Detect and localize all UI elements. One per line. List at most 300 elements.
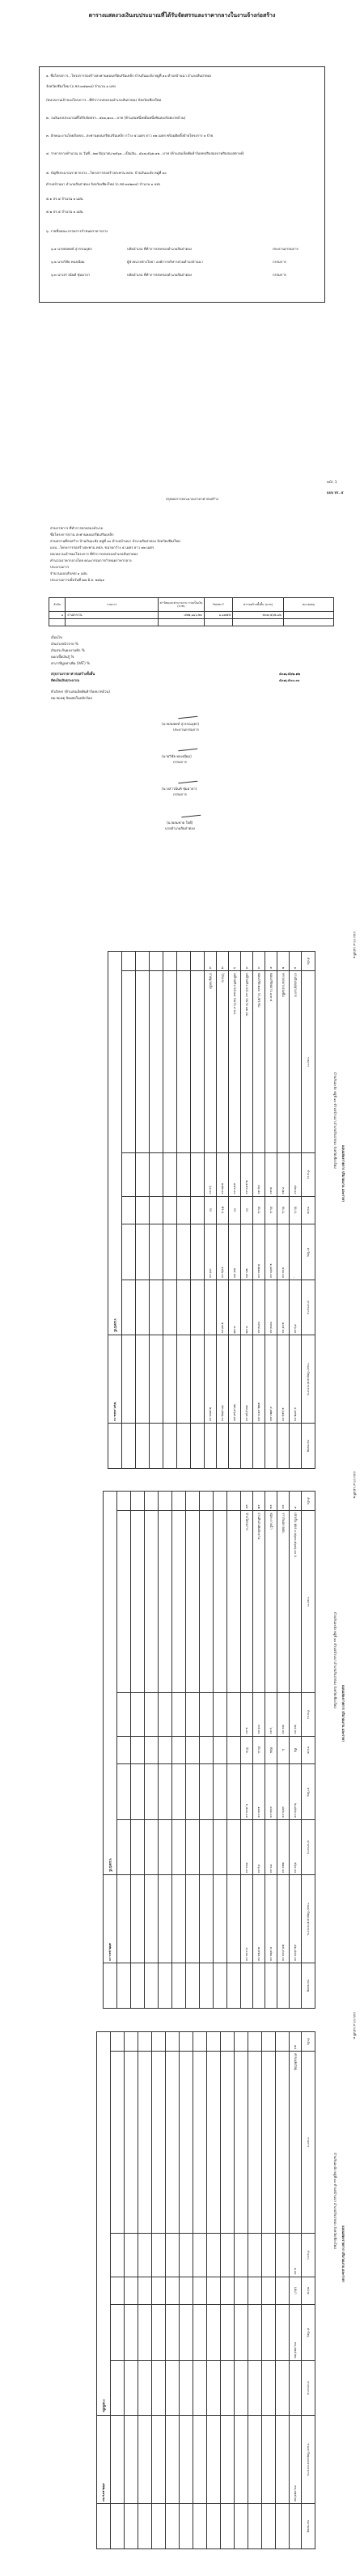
table-cell [248, 2233, 262, 2277]
approver-name: (นายสมชาย ใจดี) [167, 821, 193, 825]
table-cell: เหล็กเสริม SR-๒๔ ขนาด ๙ มม. [229, 971, 241, 1153]
column-header: ค่าวัสดุ [302, 2305, 315, 2361]
empty-row [131, 1492, 145, 2009]
table-cell: ๑๓ [241, 1492, 253, 1511]
table-cell [138, 2032, 152, 2052]
table-cell [136, 1335, 150, 1424]
empty-row [191, 952, 205, 1469]
table-cell [152, 2504, 166, 2549]
table-cell [145, 1492, 159, 1511]
table-cell [152, 2277, 166, 2305]
table-cell [248, 2504, 262, 2549]
table-cell [145, 1819, 159, 1875]
table-cell [186, 1736, 200, 1764]
table-cell [221, 2052, 235, 2234]
table-cell [145, 1764, 159, 1820]
table-cell [221, 2032, 235, 2052]
table-cell: ๕๖๐.๐๐ [290, 1819, 302, 1875]
column-header: ค่าวัสดุ [302, 1764, 315, 1820]
quantity-table [96, 2031, 315, 2549]
table-cell [131, 1492, 145, 1511]
table-cell [276, 2305, 290, 2361]
table-cell [125, 2233, 138, 2277]
table-cell [66, 619, 159, 626]
table-cell [131, 1963, 145, 2009]
empty-row [152, 2032, 166, 2549]
table-cell [122, 952, 136, 971]
committee-role: ผู้ช่วยนายช่างโยธา องค์การบริหารส่วนตำบลบ้านนา [127, 260, 203, 264]
table-row [49, 619, 334, 626]
column-header: Factor F [204, 598, 233, 612]
signature-line [178, 776, 198, 783]
table-cell [283, 612, 333, 619]
table-cell [159, 1819, 172, 1875]
table-cell [191, 1224, 205, 1280]
table-cell [125, 2416, 138, 2504]
table-cell [159, 1492, 172, 1511]
table-cell [276, 2032, 290, 2052]
table-cell [150, 971, 163, 1153]
subtotal-label: รวมหน้านี้ [104, 1492, 117, 1875]
table-cell [290, 2504, 302, 2549]
table-cell [117, 1875, 131, 1963]
table-cell [262, 2360, 276, 2416]
table-cell [111, 2052, 125, 2234]
table-cell [131, 1819, 145, 1875]
table-cell [166, 2360, 180, 2416]
table-cell: ๒.๑๐ [265, 1152, 277, 1196]
table-cell [150, 1152, 163, 1196]
empty-row [248, 2032, 262, 2549]
table-cell [177, 1152, 191, 1196]
table-cell [166, 2504, 180, 2549]
committee-position: ประธานกรรมการ [273, 247, 298, 251]
table-cell [227, 1764, 241, 1820]
table-cell [276, 2504, 290, 2549]
table-cell: ๓.๒๐ [277, 1152, 290, 1196]
committee-name: ๖.๓ นางสาวนันท์ ชุ่มมาลา [51, 273, 91, 277]
table-cell [177, 1196, 191, 1224]
table-cell [166, 2305, 180, 2361]
table-cell: ค่าขนส่งวัสดุ [290, 2052, 302, 2234]
table-cell: ๑๑ [265, 1492, 277, 1511]
table-cell [152, 2360, 166, 2416]
table-cell [186, 1875, 200, 1963]
table-cell: เหล็กเสริม SD-๔๐ ขนาด ๑๒ มม. [241, 971, 253, 1153]
summary-item: ๔. ราคากลางคำนวณ ณ วันที่...๒๗ มิถุนายน ๒๕๖๑...เป็นเงิน...๕๐๗,๕๖๒.๑๒...บาท (ห้าแสนเจ็ดพันห้าร้อยหกสิบสองบาทสิบสองสตางค์) [46, 151, 244, 155]
table-cell [117, 1736, 131, 1764]
table-cell [200, 1511, 214, 1693]
table-cell [180, 2233, 193, 2277]
table-cell [166, 2052, 180, 2234]
subtotal-label: รวมทั้งสิ้น [97, 2032, 111, 2416]
form-title: แบบแสดงรายการ ปริมาณงาน และราคา [341, 1145, 345, 1203]
table-cell: ๑๘๖.๐๐ [217, 1224, 229, 1280]
empty-row [177, 952, 191, 1469]
summary-item: ๖. รายชื่อคณะกรรมการกำหนดราคากลาง [46, 229, 108, 233]
table-cell: ๘๕๐.๐๐ [277, 1764, 290, 1820]
table-cell: ๑,๖๑๖.๐๐ [277, 1335, 290, 1424]
empty-row [214, 1492, 227, 2009]
form-title: แบบแสดงรายการ ปริมาณงาน และราคา [341, 1685, 345, 1742]
table-cell: ๒๔.๕๐ [229, 1224, 241, 1280]
table-cell [117, 1692, 131, 1736]
empty-row [262, 2032, 276, 2549]
table-cell: กก. [229, 1196, 241, 1224]
table-cell: เหมา [290, 2277, 302, 2305]
table-cell [200, 1819, 214, 1875]
table-cell [117, 1511, 131, 1693]
table-cell: คอนกรีต ๒๔๐ กก./ตร.ซม. [253, 971, 265, 1153]
table-cell: ๑๒๒,๐๕๔.๔๐ [253, 1335, 265, 1424]
table-cell [125, 2504, 138, 2549]
table-cell [111, 2233, 125, 2277]
table-row [49, 612, 334, 619]
column-header: รายการ [302, 1511, 315, 1693]
table-cell [207, 2277, 221, 2305]
column-header: ค่าแรงงาน [302, 1280, 315, 1335]
table-cell [177, 1335, 191, 1424]
table-cell [152, 2052, 166, 2234]
table-cell [205, 1424, 217, 1469]
table-cell [138, 2233, 152, 2277]
table-cell [122, 1424, 136, 1469]
table-cell: ๒ [277, 952, 290, 971]
table-cell: กก. [241, 1196, 253, 1224]
column-header: หน่วย [302, 2277, 315, 2305]
meta-line: จำนวนแบบสังเขป ๑ แผ่น [50, 571, 87, 575]
table-cell [136, 1224, 150, 1280]
table-row [265, 952, 277, 1469]
table-cell: ๓๙๘.๐๐ [253, 1280, 265, 1335]
meta-line: แบบ...โครงการก่อสร้างสะพาน คสล. ขนาดกว้าง ๕ เมตร ยาว ๑๒ เมตร [50, 545, 154, 550]
table-cell [235, 2277, 248, 2305]
total-label: คิดเป็นเงินประมาณ [51, 678, 79, 682]
signer-role: กรรมการ [173, 792, 187, 796]
table-cell: ๓๐,๐๒๕.๒๐ [290, 2305, 302, 2361]
summary-item: ตำบลบ้านนา อำเภอสันป่าตอง จังหวัดเชียงใหม่ (ถ.ชส.๓๘๒๓๔) จำนวน ๑ แห่ง [46, 182, 161, 186]
approver-role: นายอำเภอสันป่าตอง [165, 826, 195, 830]
column-header: รวมค่าวัสดุและค่าแรงงาน [302, 1335, 315, 1424]
table-cell [262, 2504, 276, 2549]
table-cell: ๕๓,๓๒๖.๐๐ [217, 1335, 229, 1424]
page-label: แบบ ปร.๔ แผ่นที่ ๑ [353, 932, 357, 959]
table-cell [136, 971, 150, 1153]
table-cell [180, 2052, 193, 2234]
table-row [217, 952, 229, 1469]
table-cell: - [290, 2360, 302, 2416]
column-header: ลำดับ [302, 1492, 315, 1511]
table-cell [235, 2305, 248, 2361]
table-cell [235, 2504, 248, 2549]
subtotal-row [104, 1492, 117, 2009]
table-cell [283, 619, 333, 626]
table-cell: ม. [277, 1736, 290, 1764]
table-cell [262, 2032, 276, 2052]
table-cell [125, 2032, 138, 2052]
table-cell [108, 1424, 122, 1469]
table-cell [221, 2360, 235, 2416]
total-label: สรุปรวมราคาค่าก่อสร้างทั้งสิ้น [51, 672, 95, 676]
page-label: แบบ ปร.๔ แผ่นที่ ๓ [353, 2012, 357, 2039]
table-cell: ๑๒ [253, 1492, 265, 1511]
table-cell [131, 1736, 145, 1764]
table-cell [253, 1424, 265, 1469]
note-line: เงินประกันผลงานหัก % [51, 648, 85, 652]
table-cell [159, 619, 205, 626]
table-cell: คอนกรีตหยาบ ๑:๓:๕ [265, 971, 277, 1153]
table-cell [172, 1819, 186, 1875]
table-cell [214, 1875, 227, 1963]
table-cell [265, 1424, 277, 1469]
table-cell: ๑.๐๐ [241, 1692, 253, 1736]
table-cell [166, 2032, 180, 2052]
column-header: ค่าก่อสร้างทั้งสิ้น (บาท) [233, 598, 283, 612]
column-header: รายการ [66, 598, 159, 612]
table-cell [125, 2277, 138, 2305]
table-cell: ลบ.ม. [277, 1196, 290, 1224]
table-cell: งานดินขุดฐานราก [290, 971, 302, 1153]
table-cell [227, 1511, 241, 1693]
table-cell [138, 2052, 152, 2234]
signer-role: กรรมการ [173, 760, 187, 764]
table-cell [145, 1875, 159, 1963]
quantity-table [108, 951, 315, 1469]
table-cell [159, 1764, 172, 1820]
total-value: ๕๐๗,๕๖๒.๑๒ [279, 672, 301, 676]
table-cell [163, 971, 177, 1153]
table-cell [221, 2416, 235, 2504]
table-cell [276, 2052, 290, 2234]
table-cell [186, 1492, 200, 1511]
table-cell [262, 2277, 276, 2305]
table-cell: ต้น [290, 1736, 302, 1764]
table-cell [193, 2277, 207, 2305]
table-cell [150, 1424, 163, 1469]
table-cell [290, 1424, 302, 1469]
table-cell [117, 1764, 131, 1820]
empty-row [172, 1492, 186, 2009]
empty-row [207, 2032, 221, 2549]
table-cell [214, 1692, 227, 1736]
table-cell: ๕๗,๖๖๓.๐๐ [241, 1335, 253, 1424]
column-header: ลำดับ [302, 952, 315, 971]
table-cell: เสาเข็ม คอร.๐.๒๖x๐.๒๖x๖.๐๐ ม. [290, 1511, 302, 1693]
note-line: ค่าภาษีมูลค่าเพิ่ม (VAT) % [51, 661, 91, 665]
table-cell: ราวกันตก คสล. [277, 1511, 290, 1693]
table-cell [150, 1335, 163, 1424]
meta-line: คำนวณราคากลางโดย คณะกรรมการกำหนดราคากลาง [50, 558, 132, 562]
table-cell [145, 1963, 159, 2009]
table-cell: ๓๙๘.๐๐ [265, 1280, 277, 1335]
column-header: หน่วย [302, 1736, 315, 1764]
signer-name: (นายวิชัย ทองเนียม) [162, 754, 192, 758]
column-header: ค่าวัสดุและค่าแรงงาน รวมเป็นเงิน (บาท) [159, 598, 205, 612]
form-title: สรุปผลการประมาณราคาค่าก่อสร้าง [166, 497, 218, 501]
table-cell [117, 1492, 131, 1511]
table-cell [177, 1424, 191, 1469]
table-cell [122, 1196, 136, 1224]
table-cell [265, 1963, 277, 2009]
table-cell [248, 2032, 262, 2052]
column-header: จำนวน [302, 2233, 315, 2277]
table-cell [233, 619, 283, 626]
table-cell [138, 2277, 152, 2305]
table-cell [229, 1424, 241, 1469]
table-cell [125, 2305, 138, 2361]
table-cell [191, 1280, 205, 1335]
form-title: แบบแสดงรายการ ปริมาณงาน และราคา [341, 2226, 345, 2283]
table-cell [262, 2052, 276, 2234]
table-cell [235, 2052, 248, 2234]
table-cell [145, 1736, 159, 1764]
table-cell [172, 1492, 186, 1511]
quantity-table [103, 1491, 315, 2009]
table-cell [172, 1511, 186, 1693]
table-cell [262, 2416, 276, 2504]
empty-row [159, 1492, 172, 2009]
table-cell [221, 2504, 235, 2549]
table-cell [172, 1963, 186, 2009]
table-cell [150, 1280, 163, 1335]
table-cell: ๒๑๐.๐๐ [277, 1819, 290, 1875]
empty-row [150, 952, 163, 1469]
round-note: หมายเหตุ ปัดเศษในหลักร้อย [51, 696, 92, 700]
table-cell [227, 1736, 241, 1764]
table-cell [172, 1764, 186, 1820]
table-cell: ๘ [205, 952, 217, 971]
table-cell [235, 2360, 248, 2416]
empty-row [186, 1492, 200, 2009]
table-cell [136, 1280, 150, 1335]
table-cell: ป้ายโครงการ [241, 1511, 253, 1693]
table-cell [111, 2277, 125, 2305]
table-cell [172, 1692, 186, 1736]
table-cell: ๒๓.๕๐ [241, 1224, 253, 1280]
table-cell [214, 1764, 227, 1820]
column-header: จำนวน [302, 1152, 315, 1196]
column-header: ลำดับ [302, 2032, 315, 2052]
table-cell [159, 1692, 172, 1736]
table-cell: ๗ [217, 952, 229, 971]
table-cell: ๙ [290, 1492, 302, 1511]
table-cell [227, 1819, 241, 1875]
empty-row [276, 2032, 290, 2549]
meta-line: ประมาณการเมื่อวันที่ ๒๗ มิ.ย. ๒๕๖๑ [50, 578, 104, 582]
table-cell: ๔๒๒,๑๑๖.๒๐ [159, 612, 205, 619]
table-cell [186, 1692, 200, 1736]
table-cell: ๙๐.๐๐ [265, 1819, 277, 1875]
table-cell [186, 1819, 200, 1875]
table-cell: ตร.ม. [217, 1196, 229, 1224]
table-cell [163, 1152, 177, 1196]
table-cell [163, 1196, 177, 1224]
table-cell [191, 1152, 205, 1196]
column-header: หมายเหตุ [283, 598, 333, 612]
column-header: รายการ [302, 2052, 315, 2234]
table-cell [138, 2305, 152, 2361]
summary-item: ๕.๒ ปร.๕ จำนวน ๑ แผ่น [46, 210, 83, 214]
table-cell [214, 1736, 227, 1764]
rotated-form-page [65, 1483, 348, 2017]
meta-line: ชื่อโครงการ/งาน สะพานคอนกรีตเสริมเหล็ก [50, 533, 114, 537]
empty-row [138, 2032, 152, 2549]
table-cell [180, 2277, 193, 2305]
summary-item: ๒. วงเงินงบประมาณที่ได้รับจัดสรร...๕๑๑,๒๐๐...บาท (ห้าแสนหนึ่งหมื่นหนึ่งพันสองร้อยบาทถ้วน) [46, 116, 186, 120]
table-cell: ๓,๔๒๐.๐๐ [265, 1875, 277, 1963]
table-cell: - [205, 1280, 217, 1335]
signer-role: ประธานกรรมการ [173, 728, 199, 732]
empty-row [235, 2032, 248, 2549]
table-cell [207, 2305, 221, 2361]
table-cell: ๑.๑๗๕๕ [204, 612, 233, 619]
empty-row [180, 2032, 193, 2549]
table-cell: ท่อระบายน้ำ [265, 1511, 277, 1693]
table-cell: ๓๕.๐๐ [253, 1692, 265, 1736]
table-cell [163, 952, 177, 971]
table-cell [152, 2032, 166, 2052]
table-cell [277, 1963, 290, 2009]
summary-item: ๓. ลักษณะงานโดยสังเขป...สะพานคอนกรีตเสริมเหล็ก กว้าง ๕ เมตร ยาว ๑๒ เมตร พร้อมติดตั้งป้ายโครงการ ๑ ป้าย [46, 134, 214, 138]
table-cell: ๓๐,๐๒๕.๒๐ [290, 2416, 302, 2504]
table-cell [276, 2277, 290, 2305]
column-header: หมายเหตุ [302, 1424, 315, 1469]
summary-item: ๕.๑ ปร.๔ จำนวน ๑ แผ่น [46, 197, 83, 201]
empty-row [125, 2032, 138, 2549]
column-header: จำนวน [302, 1692, 315, 1736]
table-cell [177, 1280, 191, 1335]
empty-row [122, 952, 136, 1469]
table-cell [131, 1875, 145, 1963]
table-cell [193, 2360, 207, 2416]
table-cell: ๔๕.๐๐ [205, 1224, 217, 1280]
table-cell: ๘๔๐.๐๐ [229, 1152, 241, 1196]
table-cell: ๔๖.๐๐ [253, 1819, 265, 1875]
table-cell [262, 2233, 276, 2277]
table-cell [207, 2032, 221, 2052]
empty-row [166, 2032, 180, 2549]
table-cell [207, 2052, 221, 2234]
table-cell [193, 2052, 207, 2234]
table-cell: ๔๖.๘๐ [253, 1152, 265, 1196]
subtotal-value: ๒๖๙,๔๘๑.๐๐ [108, 1335, 122, 1424]
table-cell: ๔ [253, 952, 265, 971]
column-header: รวมค่าวัสดุและค่าแรงงาน [302, 2416, 315, 2504]
column-header: หน่วย [302, 1196, 315, 1224]
table-cell [150, 1224, 163, 1280]
table-cell [131, 1511, 145, 1693]
table-cell: ลบ.ม. [265, 1196, 277, 1224]
table-cell: ๑ [290, 952, 302, 971]
table-cell [191, 1196, 205, 1224]
table-cell [227, 1492, 241, 1511]
committee-role: ปลัดอำเภอ ที่ทำการปกครองอำเภอสันป่าตอง [127, 247, 192, 251]
summary-table [49, 597, 334, 626]
table-cell [152, 2305, 166, 2361]
column-header: รายการ [302, 971, 315, 1153]
table-cell: ๑,๘๕๐.๐๐ [265, 1224, 277, 1280]
table-cell: งานสะพาน [66, 612, 159, 619]
table-cell [163, 1424, 177, 1469]
table-cell [172, 1875, 186, 1963]
table-cell: ลบ.ม. [253, 1736, 265, 1764]
empty-row [111, 2032, 125, 2549]
column-header: หมายเหตุ [302, 1963, 315, 2009]
location-line: บ้านกันมะฮัง หมู่ที่ ๑๐ ตำบลบ้านนา อำเภอสันป่าตอง จังหวัดเชียงใหม่ [333, 2153, 337, 2249]
table-cell [186, 1511, 200, 1693]
table-cell: ๔๐๐.๐๐ [277, 1224, 290, 1280]
table-cell: ๕๐๗,๕๖๒.๑๒ [233, 612, 283, 619]
